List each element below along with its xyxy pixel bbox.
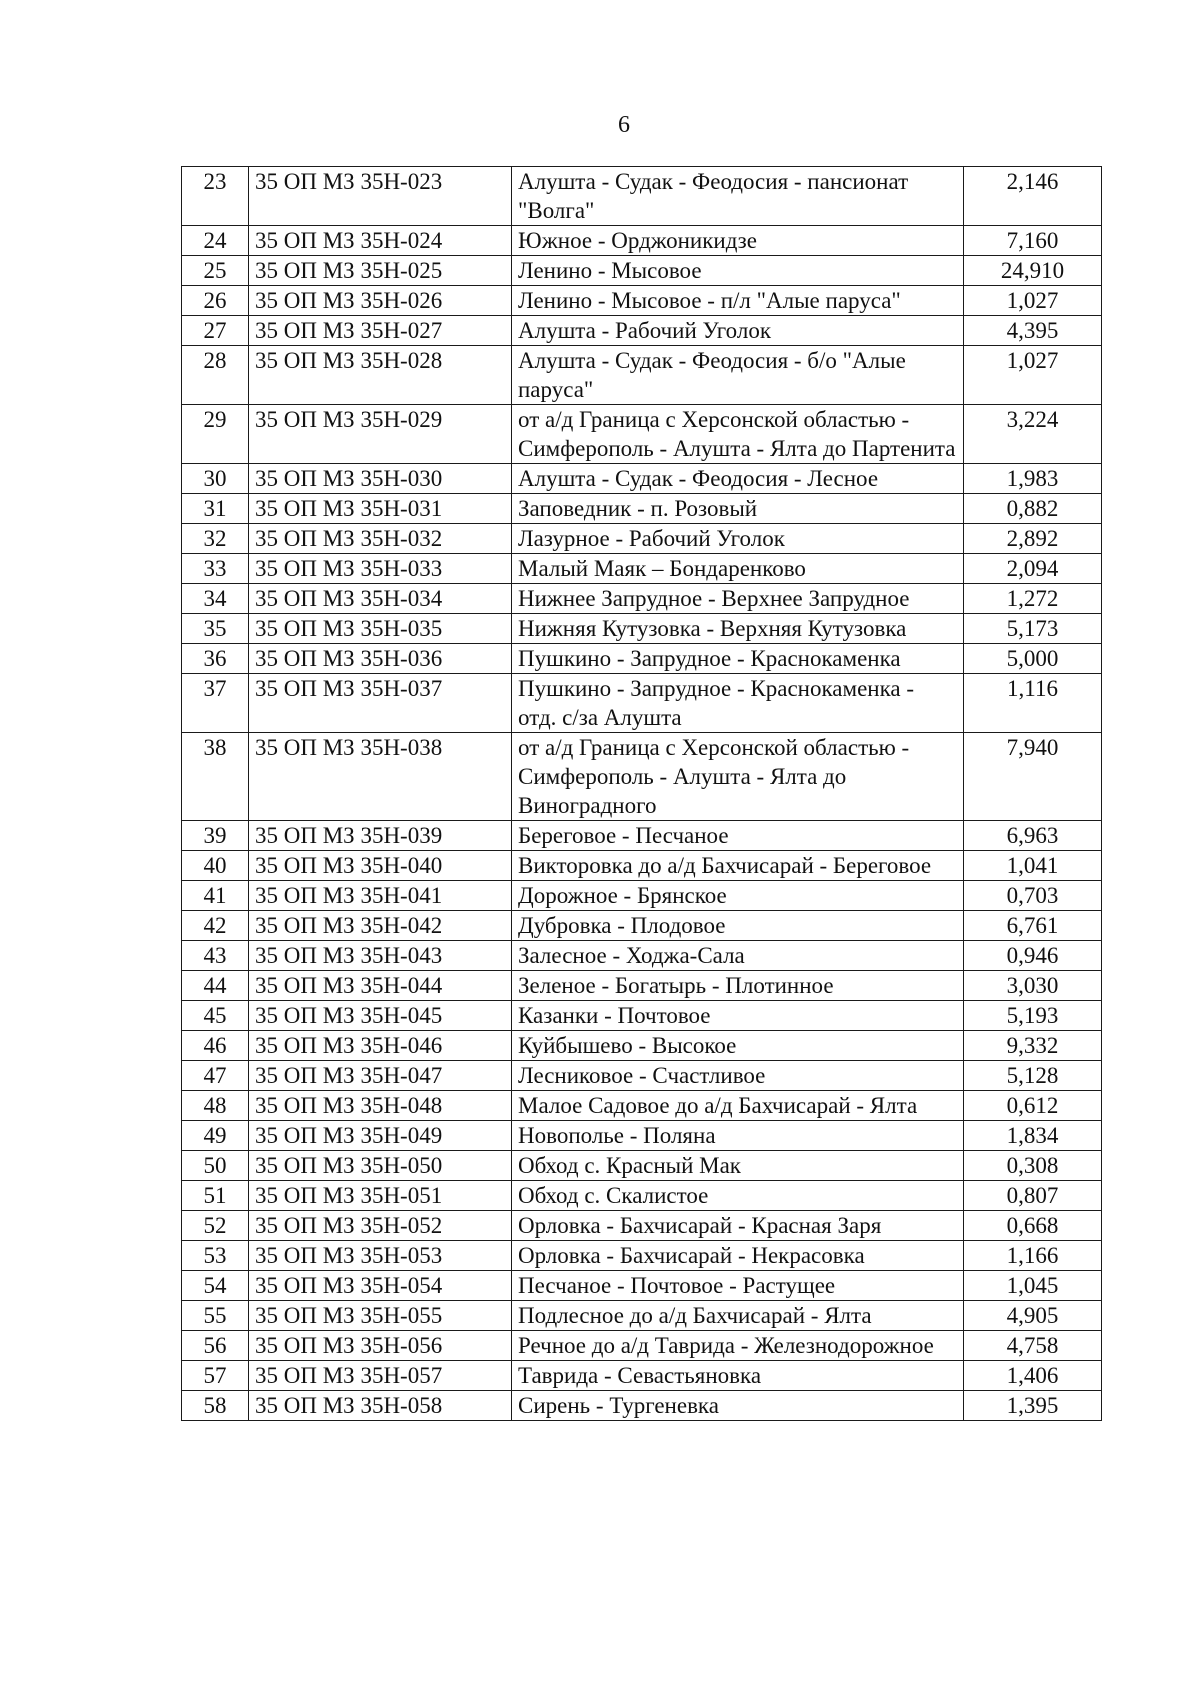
road-code-cell: 35 ОП МЗ 35Н-042 xyxy=(249,911,512,941)
road-length-cell: 5,000 xyxy=(964,644,1102,674)
road-code-cell: 35 ОП МЗ 35Н-039 xyxy=(249,821,512,851)
row-number-cell: 48 xyxy=(182,1091,249,1121)
row-number-cell: 43 xyxy=(182,941,249,971)
row-number-cell: 26 xyxy=(182,286,249,316)
road-name-cell: Ленино - Мысовое - п/л "Алые паруса" xyxy=(512,286,964,316)
road-name-cell: Лазурное - Рабочий Уголок xyxy=(512,524,964,554)
row-number-cell: 30 xyxy=(182,464,249,494)
row-number-cell: 51 xyxy=(182,1181,249,1211)
road-length-cell: 24,910 xyxy=(964,256,1102,286)
road-code-cell: 35 ОП МЗ 35Н-035 xyxy=(249,614,512,644)
row-number-cell: 36 xyxy=(182,644,249,674)
road-code-cell: 35 ОП МЗ 35Н-046 xyxy=(249,1031,512,1061)
road-code-cell: 35 ОП МЗ 35Н-054 xyxy=(249,1271,512,1301)
road-length-cell: 0,807 xyxy=(964,1181,1102,1211)
table-row xyxy=(182,584,1102,614)
road-name-cell: Пушкино - Запрудное - Краснокаменка xyxy=(512,644,964,674)
row-number-cell: 46 xyxy=(182,1031,249,1061)
table-row xyxy=(182,1241,1102,1271)
row-number-cell: 52 xyxy=(182,1211,249,1241)
row-number-cell: 45 xyxy=(182,1001,249,1031)
road-name-cell: Речное до а/д Таврида - Железнодорожное xyxy=(512,1331,964,1361)
row-number-cell: 39 xyxy=(182,821,249,851)
road-code-cell: 35 ОП МЗ 35Н-034 xyxy=(249,584,512,614)
table-row xyxy=(182,167,1102,226)
row-number-cell: 57 xyxy=(182,1361,249,1391)
table-row xyxy=(182,524,1102,554)
road-name-cell: Береговое - Песчаное xyxy=(512,821,964,851)
road-name-cell: Орловка - Бахчисарай - Некрасовка xyxy=(512,1241,964,1271)
table-row xyxy=(182,851,1102,881)
road-code-cell: 35 ОП МЗ 35Н-023 xyxy=(249,167,512,226)
road-length-cell: 0,612 xyxy=(964,1091,1102,1121)
road-code-cell: 35 ОП МЗ 35Н-036 xyxy=(249,644,512,674)
road-length-cell: 0,703 xyxy=(964,881,1102,911)
row-number-cell: 41 xyxy=(182,881,249,911)
table-row xyxy=(182,346,1102,405)
road-length-cell: 6,761 xyxy=(964,911,1102,941)
table-row xyxy=(182,1391,1102,1421)
row-number-cell: 53 xyxy=(182,1241,249,1271)
road-name-cell: Ленино - Мысовое xyxy=(512,256,964,286)
road-length-cell: 5,173 xyxy=(964,614,1102,644)
road-name-cell: Алушта - Рабочий Уголок xyxy=(512,316,964,346)
road-length-cell: 1,166 xyxy=(964,1241,1102,1271)
row-number-cell: 35 xyxy=(182,614,249,644)
table-row xyxy=(182,1271,1102,1301)
table-row xyxy=(182,644,1102,674)
road-length-cell: 4,395 xyxy=(964,316,1102,346)
table-row xyxy=(182,256,1102,286)
road-code-cell: 35 ОП МЗ 35Н-053 xyxy=(249,1241,512,1271)
row-number-cell: 54 xyxy=(182,1271,249,1301)
road-name-cell: Куйбышево - Высокое xyxy=(512,1031,964,1061)
road-name-cell: Малый Маяк – Бондаренково xyxy=(512,554,964,584)
row-number-cell: 42 xyxy=(182,911,249,941)
table-row xyxy=(182,405,1102,464)
road-length-cell: 9,332 xyxy=(964,1031,1102,1061)
table-row xyxy=(182,821,1102,851)
table-row xyxy=(182,941,1102,971)
table-row xyxy=(182,1181,1102,1211)
road-code-cell: 35 ОП МЗ 35Н-051 xyxy=(249,1181,512,1211)
road-code-cell: 35 ОП МЗ 35Н-031 xyxy=(249,494,512,524)
table-row xyxy=(182,1031,1102,1061)
road-length-cell: 1,041 xyxy=(964,851,1102,881)
table-row xyxy=(182,316,1102,346)
row-number-cell: 23 xyxy=(182,167,249,226)
road-name-cell: Нижнее Запрудное - Верхнее Запрудное xyxy=(512,584,964,614)
road-code-cell: 35 ОП МЗ 35Н-030 xyxy=(249,464,512,494)
road-code-cell: 35 ОП МЗ 35Н-057 xyxy=(249,1361,512,1391)
table-row xyxy=(182,614,1102,644)
row-number-cell: 31 xyxy=(182,494,249,524)
road-name-cell: Подлесное до а/д Бахчисарай - Ялта xyxy=(512,1301,964,1331)
row-number-cell: 34 xyxy=(182,584,249,614)
road-name-cell: Дорожное - Брянское xyxy=(512,881,964,911)
road-name-cell: Сирень - Тургеневка xyxy=(512,1391,964,1421)
road-code-cell: 35 ОП МЗ 35Н-027 xyxy=(249,316,512,346)
row-number-cell: 50 xyxy=(182,1151,249,1181)
road-code-cell: 35 ОП МЗ 35Н-037 xyxy=(249,674,512,733)
road-code-cell: 35 ОП МЗ 35Н-025 xyxy=(249,256,512,286)
road-name-cell: Нижняя Кутузовка - Верхняя Кутузовка xyxy=(512,614,964,644)
road-length-cell: 1,045 xyxy=(964,1271,1102,1301)
row-number-cell: 29 xyxy=(182,405,249,464)
road-code-cell: 35 ОП МЗ 35Н-045 xyxy=(249,1001,512,1031)
table-row xyxy=(182,1001,1102,1031)
road-name-cell: Обход с. Красный Мак xyxy=(512,1151,964,1181)
table-row xyxy=(182,226,1102,256)
road-length-cell: 3,224 xyxy=(964,405,1102,464)
road-length-cell: 3,030 xyxy=(964,971,1102,1001)
road-code-cell: 35 ОП МЗ 35Н-058 xyxy=(249,1391,512,1421)
road-length-cell: 0,882 xyxy=(964,494,1102,524)
road-length-cell: 1,406 xyxy=(964,1361,1102,1391)
road-length-cell: 4,905 xyxy=(964,1301,1102,1331)
road-length-cell: 1,983 xyxy=(964,464,1102,494)
road-code-cell: 35 ОП МЗ 35Н-048 xyxy=(249,1091,512,1121)
road-code-cell: 35 ОП МЗ 35Н-029 xyxy=(249,405,512,464)
table-row xyxy=(182,1301,1102,1331)
road-length-cell: 2,146 xyxy=(964,167,1102,226)
road-code-cell: 35 ОП МЗ 35Н-028 xyxy=(249,346,512,405)
row-number-cell: 55 xyxy=(182,1301,249,1331)
road-name-cell: Алушта - Судак - Феодосия - пансионат "Волга" xyxy=(512,167,964,226)
table-row xyxy=(182,1061,1102,1091)
road-name-cell: Орловка - Бахчисарай - Красная Заря xyxy=(512,1211,964,1241)
row-number-cell: 32 xyxy=(182,524,249,554)
road-length-cell: 1,116 xyxy=(964,674,1102,733)
road-code-cell: 35 ОП МЗ 35Н-056 xyxy=(249,1331,512,1361)
row-number-cell: 56 xyxy=(182,1331,249,1361)
table-row xyxy=(182,733,1102,821)
road-length-cell: 7,160 xyxy=(964,226,1102,256)
road-length-cell: 0,308 xyxy=(964,1151,1102,1181)
roads-table-body xyxy=(182,167,1102,1421)
road-length-cell: 4,758 xyxy=(964,1331,1102,1361)
row-number-cell: 44 xyxy=(182,971,249,1001)
road-length-cell: 1,272 xyxy=(964,584,1102,614)
row-number-cell: 28 xyxy=(182,346,249,405)
road-code-cell: 35 ОП МЗ 35Н-024 xyxy=(249,226,512,256)
road-code-cell: 35 ОП МЗ 35Н-033 xyxy=(249,554,512,584)
table-row xyxy=(182,911,1102,941)
table-row xyxy=(182,464,1102,494)
road-name-cell: Южное - Орджоникидзе xyxy=(512,226,964,256)
road-name-cell: Малое Садовое до а/д Бахчисарай - Ялта xyxy=(512,1091,964,1121)
table-row xyxy=(182,1331,1102,1361)
road-code-cell: 35 ОП МЗ 35Н-043 xyxy=(249,941,512,971)
row-number-cell: 33 xyxy=(182,554,249,584)
road-name-cell: Новополье - Поляна xyxy=(512,1121,964,1151)
row-number-cell: 37 xyxy=(182,674,249,733)
road-length-cell: 1,027 xyxy=(964,346,1102,405)
roads-table xyxy=(181,166,1102,1421)
road-name-cell: Алушта - Судак - Феодосия - б/о "Алые паруса" xyxy=(512,346,964,405)
row-number-cell: 38 xyxy=(182,733,249,821)
road-name-cell: Песчаное - Почтовое - Растущее xyxy=(512,1271,964,1301)
table-row xyxy=(182,554,1102,584)
road-name-cell: Пушкино - Запрудное - Краснокаменка - отд. с/за Алушта xyxy=(512,674,964,733)
road-name-cell: Казанки - Почтовое xyxy=(512,1001,964,1031)
road-name-cell: Залесное - Ходжа-Сала xyxy=(512,941,964,971)
road-name-cell: Викторовка до а/д Бахчисарай - Береговое xyxy=(512,851,964,881)
row-number-cell: 40 xyxy=(182,851,249,881)
road-code-cell: 35 ОП МЗ 35Н-041 xyxy=(249,881,512,911)
road-length-cell: 1,027 xyxy=(964,286,1102,316)
row-number-cell: 47 xyxy=(182,1061,249,1091)
table-row xyxy=(182,1091,1102,1121)
road-name-cell: Заповедник - п. Розовый xyxy=(512,494,964,524)
row-number-cell: 58 xyxy=(182,1391,249,1421)
page-number: 6 xyxy=(618,112,630,138)
road-name-cell: Алушта - Судак - Феодосия - Лесное xyxy=(512,464,964,494)
road-length-cell: 5,193 xyxy=(964,1001,1102,1031)
road-name-cell: Зеленое - Богатырь - Плотинное xyxy=(512,971,964,1001)
row-number-cell: 49 xyxy=(182,1121,249,1151)
road-name-cell: Обход с. Скалистое xyxy=(512,1181,964,1211)
road-length-cell: 7,940 xyxy=(964,733,1102,821)
road-code-cell: 35 ОП МЗ 35Н-038 xyxy=(249,733,512,821)
road-name-cell: Дубровка - Плодовое xyxy=(512,911,964,941)
road-length-cell: 5,128 xyxy=(964,1061,1102,1091)
road-code-cell: 35 ОП МЗ 35Н-032 xyxy=(249,524,512,554)
road-length-cell: 0,668 xyxy=(964,1211,1102,1241)
road-length-cell: 6,963 xyxy=(964,821,1102,851)
road-name-cell: от а/д Граница с Херсонской областью - Симферополь - Алушта - Ялта до Партенита xyxy=(512,405,964,464)
table-row xyxy=(182,1361,1102,1391)
road-length-cell: 0,946 xyxy=(964,941,1102,971)
table-row xyxy=(182,1121,1102,1151)
row-number-cell: 27 xyxy=(182,316,249,346)
table-row xyxy=(182,494,1102,524)
table-row xyxy=(182,1211,1102,1241)
road-length-cell: 2,892 xyxy=(964,524,1102,554)
road-code-cell: 35 ОП МЗ 35Н-052 xyxy=(249,1211,512,1241)
road-length-cell: 1,395 xyxy=(964,1391,1102,1421)
road-code-cell: 35 ОП МЗ 35Н-055 xyxy=(249,1301,512,1331)
road-code-cell: 35 ОП МЗ 35Н-050 xyxy=(249,1151,512,1181)
road-length-cell: 1,834 xyxy=(964,1121,1102,1151)
road-length-cell: 2,094 xyxy=(964,554,1102,584)
table-row xyxy=(182,286,1102,316)
road-code-cell: 35 ОП МЗ 35Н-047 xyxy=(249,1061,512,1091)
road-name-cell: Таврида - Севастьяновка xyxy=(512,1361,964,1391)
road-name-cell: Лесниковое - Счастливое xyxy=(512,1061,964,1091)
road-name-cell: от а/д Граница с Херсонской областью - Симферополь - Алушта - Ялта до Виноградного xyxy=(512,733,964,821)
road-code-cell: 35 ОП МЗ 35Н-049 xyxy=(249,1121,512,1151)
table-row xyxy=(182,971,1102,1001)
table-row xyxy=(182,881,1102,911)
row-number-cell: 25 xyxy=(182,256,249,286)
table-row xyxy=(182,674,1102,733)
road-code-cell: 35 ОП МЗ 35Н-040 xyxy=(249,851,512,881)
road-code-cell: 35 ОП МЗ 35Н-044 xyxy=(249,971,512,1001)
road-code-cell: 35 ОП МЗ 35Н-026 xyxy=(249,286,512,316)
table-row xyxy=(182,1151,1102,1181)
row-number-cell: 24 xyxy=(182,226,249,256)
